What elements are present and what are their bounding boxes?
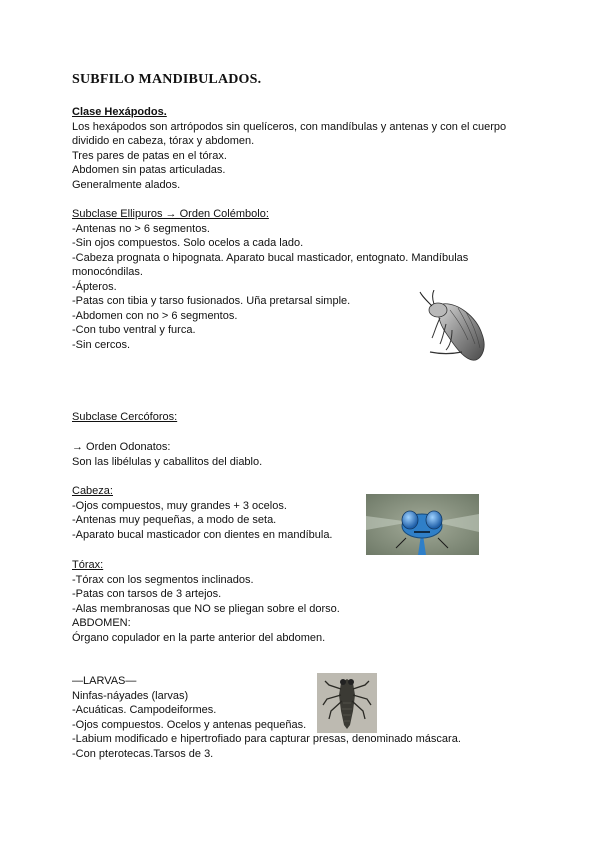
page-title: SUBFILO MANDIBULADOS. [72, 72, 262, 87]
springtail-image [402, 290, 492, 366]
larvae-section [72, 674, 461, 761]
hexapoda-line: Generalmente alados. [72, 178, 181, 191]
larvae-line: -Acuáticas. Campodeiformes. [72, 704, 217, 716]
collembola-line: -Patas con tibia y tarso fusionados. Uña pretarsal simple. [72, 295, 351, 307]
head-heading: Cabeza: [72, 485, 113, 497]
abdomen-heading: ABDOMEN: [72, 617, 131, 629]
collembola-line: -Cabeza prognata o hipognata. Aparato bucal masticador, entognato. Mandíbulas [72, 251, 469, 264]
thorax-line: -Tórax con los segmentos inclinados. [72, 573, 254, 586]
larvae-line: -Con pterotecas.Tarsos de 3. [72, 747, 214, 760]
larvae-line: Ninfas-náyades (larvas) [72, 689, 189, 702]
odonata-description: Son las libélulas y caballitos del diablo. [72, 455, 263, 468]
thorax-line: -Patas con tarsos de 3 artejos. [72, 588, 222, 600]
dragonfly-image [366, 494, 479, 555]
collembola-line: -Con tubo ventral y furca. [72, 324, 196, 336]
cercophora-section [72, 410, 177, 425]
collembola-line: -Ápteros. [72, 280, 117, 293]
larvae-line: -Ojos compuestos. Ocelos y antenas pequeñas. [72, 718, 307, 731]
hexapoda-line: Los hexápodos son artrópodos sin quelíceros, con mandíbulas y antenas y con el cuerpo [72, 120, 507, 133]
thorax-section [72, 558, 340, 645]
head-line: -Aparato bucal masticador con dientes en mandíbula. [72, 528, 333, 541]
larvae-heading: —LARVAS— [72, 675, 137, 687]
collembola-line: -Sin cercos. [72, 338, 131, 351]
hexapoda-section [72, 105, 506, 192]
thorax-line: -Alas membranosas que NO se pliegan sobre el dorso. [72, 602, 340, 615]
hexapoda-line: dividido en cabeza, tórax y abdomen. [72, 135, 255, 147]
odonata-order: → Orden Odonatos: [72, 441, 171, 453]
collembola-line: monocóndilas. [72, 266, 143, 278]
odonata-section [72, 440, 262, 469]
larvae-line: -Labium modificado e hipertrofiado para capturar presas, denominado máscara. [72, 733, 461, 745]
abdomen-line: Órgano copulador en la parte anterior del abdomen. [72, 631, 326, 644]
hexapoda-line: Abdomen sin patas articuladas. [72, 164, 226, 176]
thorax-heading: Tórax: [72, 559, 104, 571]
larva-image [317, 673, 377, 733]
collembola-line: -Abdomen con no > 6 segmentos. [72, 309, 238, 322]
head-line: -Ojos compuestos, muy grandes + 3 ocelos. [72, 499, 287, 512]
hexapoda-heading: Clase Hexápodos. [72, 106, 167, 118]
collembola-line: -Sin ojos compuestos. Solo ocelos a cada lado. [72, 237, 304, 249]
collembola-line: -Antenas no > 6 segmentos. [72, 222, 210, 235]
head-line: -Antenas muy pequeñas, a modo de seta. [72, 514, 277, 526]
head-section [72, 484, 333, 542]
collembola-heading: Subclase Ellipuros → Orden Colémbolo: [72, 208, 269, 220]
cercophora-heading: Subclase Cercóforos: [72, 411, 178, 423]
hexapoda-line: Tres pares de patas en el tórax. [72, 149, 227, 162]
